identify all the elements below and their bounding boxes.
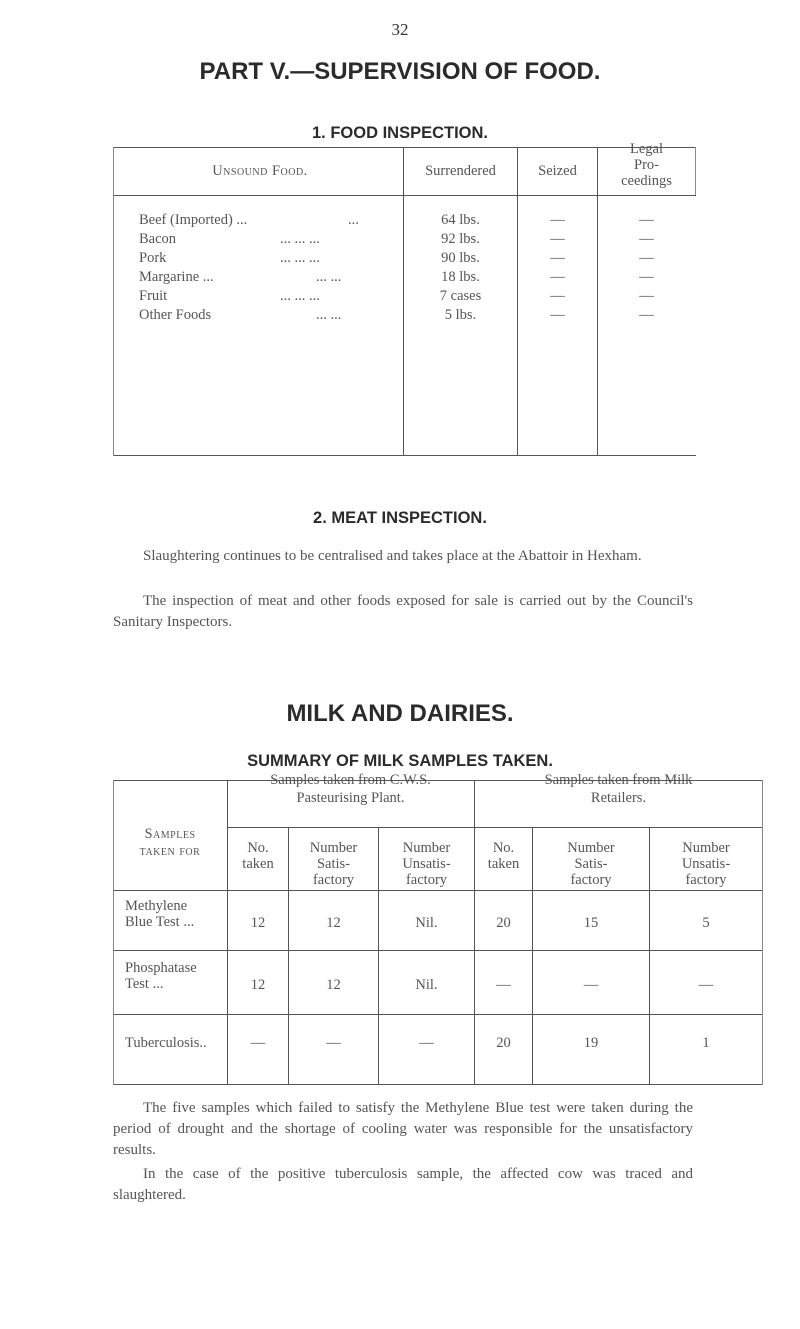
row-value: 20 [496, 915, 511, 931]
row-value: 12 [326, 977, 341, 993]
row-value: 1 [702, 1035, 710, 1051]
col-no-taken: No. taken [487, 840, 520, 872]
col-unsound-food: Unsound Food. [212, 163, 308, 179]
row-dots: ... ... ... [280, 231, 320, 247]
col-samples-2: taken for [139, 843, 201, 859]
group-cws-line1: Samples taken from C.W.S. [270, 772, 431, 788]
row-label: Methylene Blue Test ... [125, 898, 195, 930]
meat-paragraph-1: Slaughtering continues to be centralised and takes place at the Abattoir in Hexham. [143, 548, 642, 564]
food-inspection-heading: 1. FOOD INSPECTION. [311, 124, 489, 142]
col-satisfactory: Number Satis- factory [309, 840, 358, 888]
milk-summary-heading: SUMMARY OF MILK SAMPLES TAKEN. [247, 752, 553, 770]
row-legal: — [639, 288, 654, 304]
row-legal: — [639, 250, 654, 266]
row-seized: — [550, 250, 565, 266]
col-legal-1: Legal [629, 141, 663, 157]
meat-inspection-heading: 2. MEAT INSPECTION. [313, 509, 487, 527]
row-legal: — [639, 231, 654, 247]
row-surrendered: 90 lbs. [441, 250, 480, 266]
row-value: 12 [326, 915, 341, 931]
col-unsatisfactory: Number Unsatis- factory [681, 840, 731, 888]
row-value: 20 [496, 1035, 511, 1051]
group-retailers-line1: Samples taken from Milk [544, 772, 693, 788]
row-dots: ... ... ... [280, 250, 320, 266]
row-value: 12 [250, 977, 266, 993]
row-legal: — [639, 212, 654, 228]
row-seized: — [550, 288, 565, 304]
col-unsatisfactory: Number Unsatis- factory [402, 840, 451, 888]
row-seized: — [550, 231, 565, 247]
row-value: — [419, 1035, 434, 1051]
food-inspection-table [113, 141, 696, 456]
row-value: 12 [250, 915, 266, 931]
group-cws-line2: Pasteurising Plant. [296, 790, 405, 806]
col-samples-1: Samples [144, 826, 196, 842]
milk-dairies-heading: MILK AND DAIRIES. [286, 700, 514, 727]
group-retailers-line2: Retailers. [590, 790, 647, 806]
row-legal: — [639, 269, 654, 285]
meat-paragraph-2: The inspection of meat and other foods exposed for sale is carried out by the Council's Sanitary Inspectors. [113, 593, 693, 630]
row-seized: — [550, 307, 565, 323]
row-value: — [326, 1035, 341, 1051]
col-legal-3: ceedings [621, 173, 672, 189]
milk-paragraph-1: The five samples which failed to satisfy the Methylene Blue test were taken during the period of drought and the shortage of cooling water was responsible for the unsatisfactory results. [113, 1100, 693, 1158]
col-surrendered: Surrendered [425, 163, 496, 179]
row-seized: — [550, 212, 565, 228]
row-item: Beef (Imported) ... [139, 212, 248, 228]
milk-paragraph-2: In the case of the positive tuberculosis sample, the affected cow was traced and slaughtered. [113, 1166, 693, 1203]
row-legal: — [639, 307, 654, 323]
row-value: Nil. [415, 977, 438, 993]
row-item: Pork [139, 250, 167, 266]
row-value: — [698, 977, 714, 993]
row-item: Fruit [139, 288, 168, 304]
row-surrendered: 7 cases [439, 288, 482, 304]
row-value: Nil. [415, 915, 438, 931]
row-surrendered: 92 lbs. [441, 231, 480, 247]
row-surrendered: 5 lbs. [444, 307, 477, 323]
milk-samples-table [113, 772, 763, 1085]
row-dots: ... ... [316, 269, 342, 285]
row-label: Tuberculosis.. [125, 1035, 207, 1051]
col-satisfactory: Number Satis- factory [567, 840, 615, 888]
row-value: — [496, 977, 511, 993]
row-surrendered: 64 lbs. [441, 212, 480, 228]
row-value: 5 [702, 915, 710, 931]
row-item: Other Foods [139, 307, 212, 323]
part-title: PART V.—SUPERVISION OF FOOD. [199, 58, 601, 85]
row-label: Phosphatase Test ... [125, 960, 197, 992]
row-value: — [250, 1035, 266, 1051]
row-seized: — [550, 269, 565, 285]
col-seized: Seized [538, 163, 577, 179]
row-item: Bacon [139, 231, 177, 247]
row-dots: ... ... ... [280, 288, 320, 304]
col-no-taken: No. taken [242, 840, 274, 872]
row-item: Margarine ... [139, 269, 214, 285]
row-value: 15 [583, 915, 599, 931]
col-legal-2: Pro- [634, 157, 659, 173]
row-value: — [583, 977, 599, 993]
row-dots: ... ... [316, 307, 342, 323]
page-number: 32 [391, 20, 409, 39]
row-dots: ... [348, 212, 359, 228]
row-surrendered: 18 lbs. [441, 269, 480, 285]
row-value: 19 [583, 1035, 599, 1051]
